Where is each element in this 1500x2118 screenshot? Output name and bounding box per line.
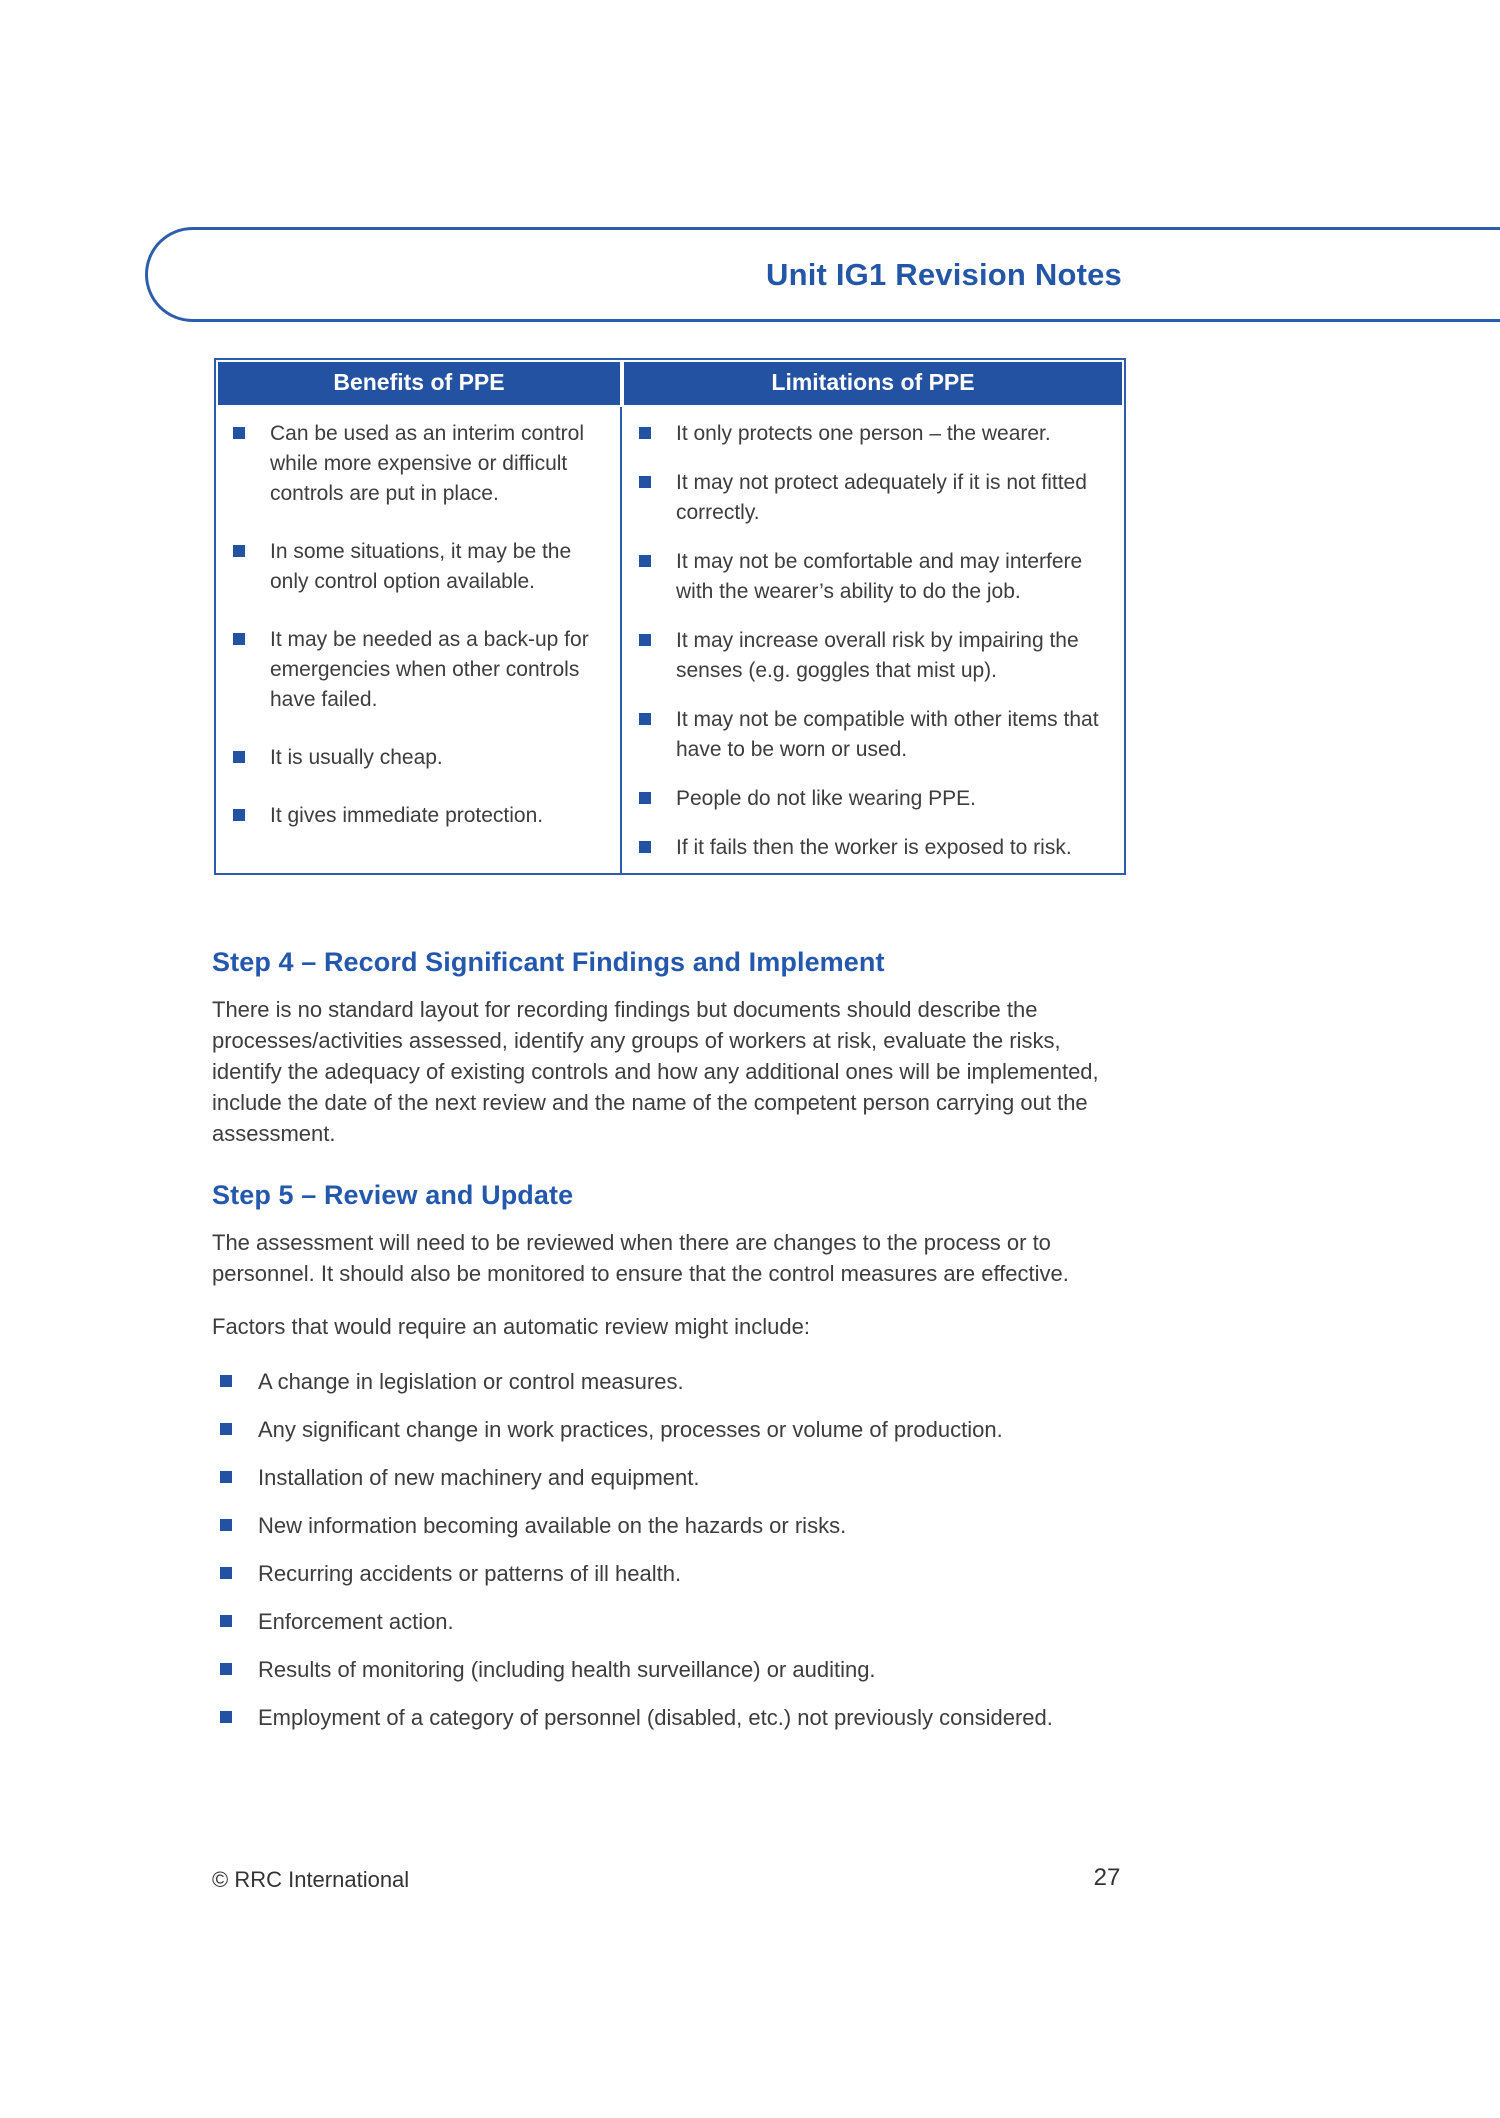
list-item [230,625,612,715]
title-banner [145,227,1500,322]
list-item [636,833,1116,863]
list-item-text: It only protects one person – the wearer. [676,422,1051,445]
bullet-square-icon [233,427,245,439]
list-item-text: Installation of new machinery and equipment. [258,1465,700,1490]
limitations-cell [622,407,1124,873]
footer-copyright: © RRC International [212,1867,410,1892]
page-title: Unit IG1 Revision Notes [766,256,1122,292]
bullet-square-icon [233,751,245,763]
list-item [636,705,1116,765]
section-heading-step5: Step 5 – Review and Update [212,1180,574,1210]
list-item [230,743,612,773]
list-item [212,1702,1124,1733]
review-factors-list [212,1366,1124,1733]
list-item [212,1558,1124,1589]
bullet-square-icon [639,427,651,439]
main-content [212,945,1124,1750]
paragraph: There is no standard layout for recording findings but documents should describe the processes/activities assessed, identify any groups of workers at risk, evaluate the risks, identify the adequacy of existing controls and how any additional ones will be implemented, include the date of the next review and the name of the competent person carrying out the assessment. [212,997,1099,1146]
bullet-square-icon [220,1519,232,1531]
list-item [212,1510,1124,1541]
bullet-square-icon [220,1375,232,1387]
bullet-square-icon [639,634,651,646]
list-item-text: It may not be compatible with other items that have to be worn or used. [676,708,1099,761]
list-item [636,784,1116,814]
page-number: 27 [1093,1864,1121,1891]
list-item-text: If it fails then the worker is exposed to risk. [676,836,1072,859]
list-item-text: It may not protect adequately if it is not fitted correctly. [676,471,1087,524]
table-header-limitations: Limitations of PPE [622,360,1124,407]
list-item-text: Results of monitoring (including health surveillance) or auditing. [258,1657,876,1682]
list-item-text: Recurring accidents or patterns of ill health. [258,1561,682,1586]
bullet-square-icon [233,809,245,821]
list-item [230,801,612,831]
list-item [230,419,612,509]
list-item-text: It may not be comfortable and may interfere with the wearer’s ability to do the job. [676,550,1083,603]
list-item-text: It gives immediate protection. [270,804,544,827]
bullet-square-icon [220,1567,232,1579]
benefits-cell [216,407,622,873]
paragraph: The assessment will need to be reviewed when there are changes to the process or to personnel. It should also be monitored to ensure that the control measures are effective. [212,1230,1069,1286]
list-item [636,547,1116,607]
table-header-row [216,360,1124,407]
list-item [212,1366,1124,1397]
bullet-square-icon [639,713,651,725]
list-item-text: People do not like wearing PPE. [676,787,977,810]
list-item [212,1654,1124,1685]
list-item-text: New information becoming available on the hazards or risks. [258,1513,847,1538]
bullet-square-icon [233,633,245,645]
bullet-square-icon [220,1663,232,1675]
ppe-table [214,358,1126,875]
bullet-square-icon [639,792,651,804]
benefits-list [230,419,612,831]
paragraph: Factors that would require an automatic review might include: [212,1314,810,1339]
limitations-list [636,419,1116,863]
table-body-row [216,407,1124,873]
section-heading-step4: Step 4 – Record Significant Findings and Implement [212,947,885,977]
list-item [212,1606,1124,1637]
bullet-square-icon [220,1471,232,1483]
list-item [230,537,612,597]
list-item-text: It may increase overall risk by impairing the senses (e.g. goggles that mist up). [676,629,1079,682]
list-item [636,468,1116,528]
bullet-square-icon [220,1711,232,1723]
list-item-text: Can be used as an interim control while more expensive or difficult controls are put in place. [270,422,585,505]
bullet-square-icon [639,476,651,488]
bullet-square-icon [639,841,651,853]
list-item-text: Employment of a category of personnel (disabled, etc.) not previously considered. [258,1705,1053,1730]
list-item-text: In some situations, it may be the only control option available. [270,540,572,593]
list-item-text: It is usually cheap. [270,746,443,769]
bullet-square-icon [220,1423,232,1435]
bullet-square-icon [639,555,651,567]
list-item [212,1414,1124,1445]
list-item [636,626,1116,686]
bullet-square-icon [233,545,245,557]
list-item-text: Any significant change in work practices, processes or volume of production. [258,1417,1003,1442]
list-item-text: It may be needed as a back-up for emergencies when other controls have failed. [270,628,589,711]
list-item-text: A change in legislation or control measures. [258,1369,684,1394]
list-item-text: Enforcement action. [258,1609,454,1634]
bullet-square-icon [220,1615,232,1627]
list-item [212,1462,1124,1493]
list-item [636,419,1116,449]
table-header-benefits: Benefits of PPE [216,360,622,407]
